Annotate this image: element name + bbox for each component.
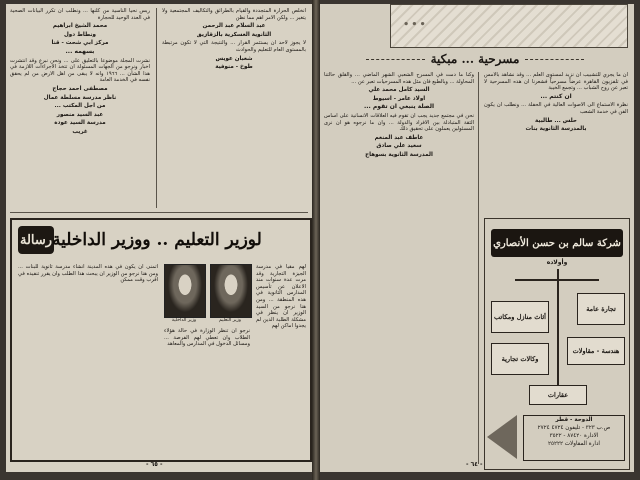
article-subhead: ان كنتم ... xyxy=(540,92,572,100)
letter-signature: ونطاط دول xyxy=(63,31,97,38)
minister-photo-education xyxy=(210,264,252,318)
letter-location: طوخ - منوفية xyxy=(215,64,253,71)
ad-contact-block xyxy=(523,415,625,461)
letter-signature: مدرسة السيد عودة xyxy=(54,120,106,127)
header-banner xyxy=(390,4,628,48)
article-text: ان ما يجري للتشبيب ان نزيد لمستوى العلم ... وقد نشاهد بالامس في تلفزيون القاهرة عرضاً مسرحياً فشعرنا ان هذه المسرحية لا تعبر عن روح الشباب ... وتجمع الخيبة xyxy=(484,72,628,92)
ad-contact-line: الادارة ٨٧٤٢٠ - ٣٥٢٢ xyxy=(549,433,599,439)
letter-signature: شعبان عويس xyxy=(215,55,253,62)
feature-text: نرجو ان تنظر الوزارة في حالة هؤلاء الطلاب وان تعطي لهم الفرصة ... ومسائل الدخول في المدارس والمعاهد xyxy=(164,328,250,348)
left-page xyxy=(6,4,312,472)
letter-location: مركز ابي شحت - قنا xyxy=(51,40,109,47)
letter-text: لا يجوز لاحد ان يستثمر القرار ... والنتيجة التي لا تكون مرتبطة بالمستوى العام للتعليم والحوادث xyxy=(162,40,306,53)
letters-column-a xyxy=(10,8,150,208)
article-signature: السيد كامل محمد علي xyxy=(368,87,430,94)
ad-contact-line: ص.ب ٣٢٣ - تليفون ٤٧٢٤ ٢٧٢٤ xyxy=(537,425,611,431)
ad-box-furniture: أثاث منازل ومكاتب xyxy=(491,301,549,333)
article-signature: بالمدرسة الثانوية بنات xyxy=(525,126,587,133)
article-signature: عاطف عبد المنعم xyxy=(374,134,424,141)
page-number: - ٦٥ - xyxy=(146,461,163,468)
letter-signature: من اجل المكتب ... xyxy=(54,103,106,110)
ad-connector xyxy=(515,279,599,281)
ad-box-trade: تجارة عامة xyxy=(577,293,625,325)
arrow-icon xyxy=(487,415,517,459)
letter-signature: عبد السلام عبد الرحمن xyxy=(202,23,266,30)
risala-tag: رسالة xyxy=(18,226,54,254)
section-title: مسرحية ... مبكية xyxy=(360,50,590,68)
letter-text: انخلص الحرارة المتجددة والقيام بالطرائق والتكاليف المجتمعية ولا يتغير ... ولكن الامر اهم مما نظن xyxy=(162,8,306,21)
ad-box-agencies: وكالات تجارية xyxy=(491,343,549,375)
minister-photo-interior xyxy=(164,264,206,318)
ad-box-engineering: هندسة - مقاولات xyxy=(567,337,625,365)
letter-body: نشرت المجلة موضوعا بالتعليق على ... ونحن نبرع وقد انتشرت اخبار ونرجو من الجهات المسئولة ان تتخذ الاجراءات اللازمة في هذا الشأن ... ١٩٦٦ وانه لا يبقى من اهل الارض من لم يحقق نفسه في الخدمة العامة xyxy=(10,57,150,84)
feature-column-right xyxy=(256,264,306,452)
letter-signature: مصطفى احمد حجاج xyxy=(52,85,108,92)
ad-contact-line: الدوحة - قطر xyxy=(555,417,593,423)
article-signature: المدرسة الثانوية بسوهاج xyxy=(365,151,433,158)
ad-company-sub: وأولاده xyxy=(546,259,568,266)
article-signature: سعيد علي صادق xyxy=(376,143,422,150)
letter-signature: غريب xyxy=(72,128,88,135)
letter-signature: محمد الشيخ ابراهيم xyxy=(52,23,108,30)
banner-mark: ... xyxy=(403,9,428,30)
feature-column-middle xyxy=(164,328,250,452)
photo-caption: وزير الداخلية xyxy=(171,318,197,323)
ad-company-name: شركة سالم بن حسن الأنصاري xyxy=(491,229,623,257)
ad-contact-line: ادارة المقاولات ٢٥٢٢٢ xyxy=(547,441,600,447)
letter-text: ريس نحيا الناسية من كلنها ... ونطلب ان تكرر البيانات الصحية في العدد الوحيد للحجارة xyxy=(10,8,150,21)
article-text: نظرة الاستماع الى الاصوات العالية في الحفلة ... ونطلب ان يكون الفن في خدمة الشعب xyxy=(484,102,628,115)
feature-title: لوزير التعليم .. ووزير الداخلية xyxy=(52,230,262,250)
article-signature: حلس ... طالبية xyxy=(535,117,577,124)
feature-text: لهم مقيا في مدرسة الجيزة التجارية وقد مرت عدة سنوات منذ الاعلان عن تأسيس المدارس الثانوية في هذه المنطقة ... ومن هنا نرجو من السيد الوزير ان ينظر في مشكلة الطلبة الذين لم يجدوا اماكن لهم xyxy=(256,264,306,330)
ad-box-real-estate: عقارات xyxy=(529,385,587,405)
ad-connector xyxy=(557,269,559,395)
letter-signature: عبد السيد منصور xyxy=(56,111,104,118)
column-right-top xyxy=(484,72,628,212)
section-divider xyxy=(10,212,308,213)
photo-caption: وزير التعليم xyxy=(219,318,241,323)
article-signature: اولاد عامر - اسيوط xyxy=(372,95,426,102)
letter-signature: ناظر مدرسة مسلطة عمال xyxy=(43,94,117,101)
column-divider xyxy=(478,72,479,464)
book-spine xyxy=(312,0,320,480)
article-text: نحن في مجتمع جديد يجب ان تقوم فيه العلاقات الانسانية على اساس الثقة المتبادلة بين الافراد والدولة ... وان ما نرجوه هو ان نرى المسئولين يعملون على تحقيق ذلك xyxy=(324,112,474,133)
right-page xyxy=(320,4,634,472)
article-subhead: الصلة ينبغي ان تقوم ... xyxy=(363,103,435,111)
column-divider xyxy=(156,8,157,208)
column-left xyxy=(324,72,474,464)
letter-location: الثانوية العسكرية بالزقازيق xyxy=(196,31,272,38)
article-text: وكنا ما دمت في المسرح الشعبي الشهر الماضي ... والقلق حالتنا المحاولة ... وبالطبع فان مثل هذه المسرحيات تعبر عن ... xyxy=(324,72,474,85)
letters-column-b xyxy=(162,8,306,208)
feature-text: اتمنى ان يكون في هذه المدينة انشاء مدرسة ثانوية للبنات ... ومن هنا نرجو من الوزير ان يبحث هذا الطلب وان يقرر تنفيذه في اقرب وقت ممكن xyxy=(18,264,158,284)
feature-column-left xyxy=(18,264,158,452)
advertisement xyxy=(484,218,630,470)
feature-letter-box xyxy=(10,218,312,462)
letter-subhead: بسهمه ... xyxy=(65,47,95,55)
page-number: - ٦٤ - xyxy=(466,461,483,468)
